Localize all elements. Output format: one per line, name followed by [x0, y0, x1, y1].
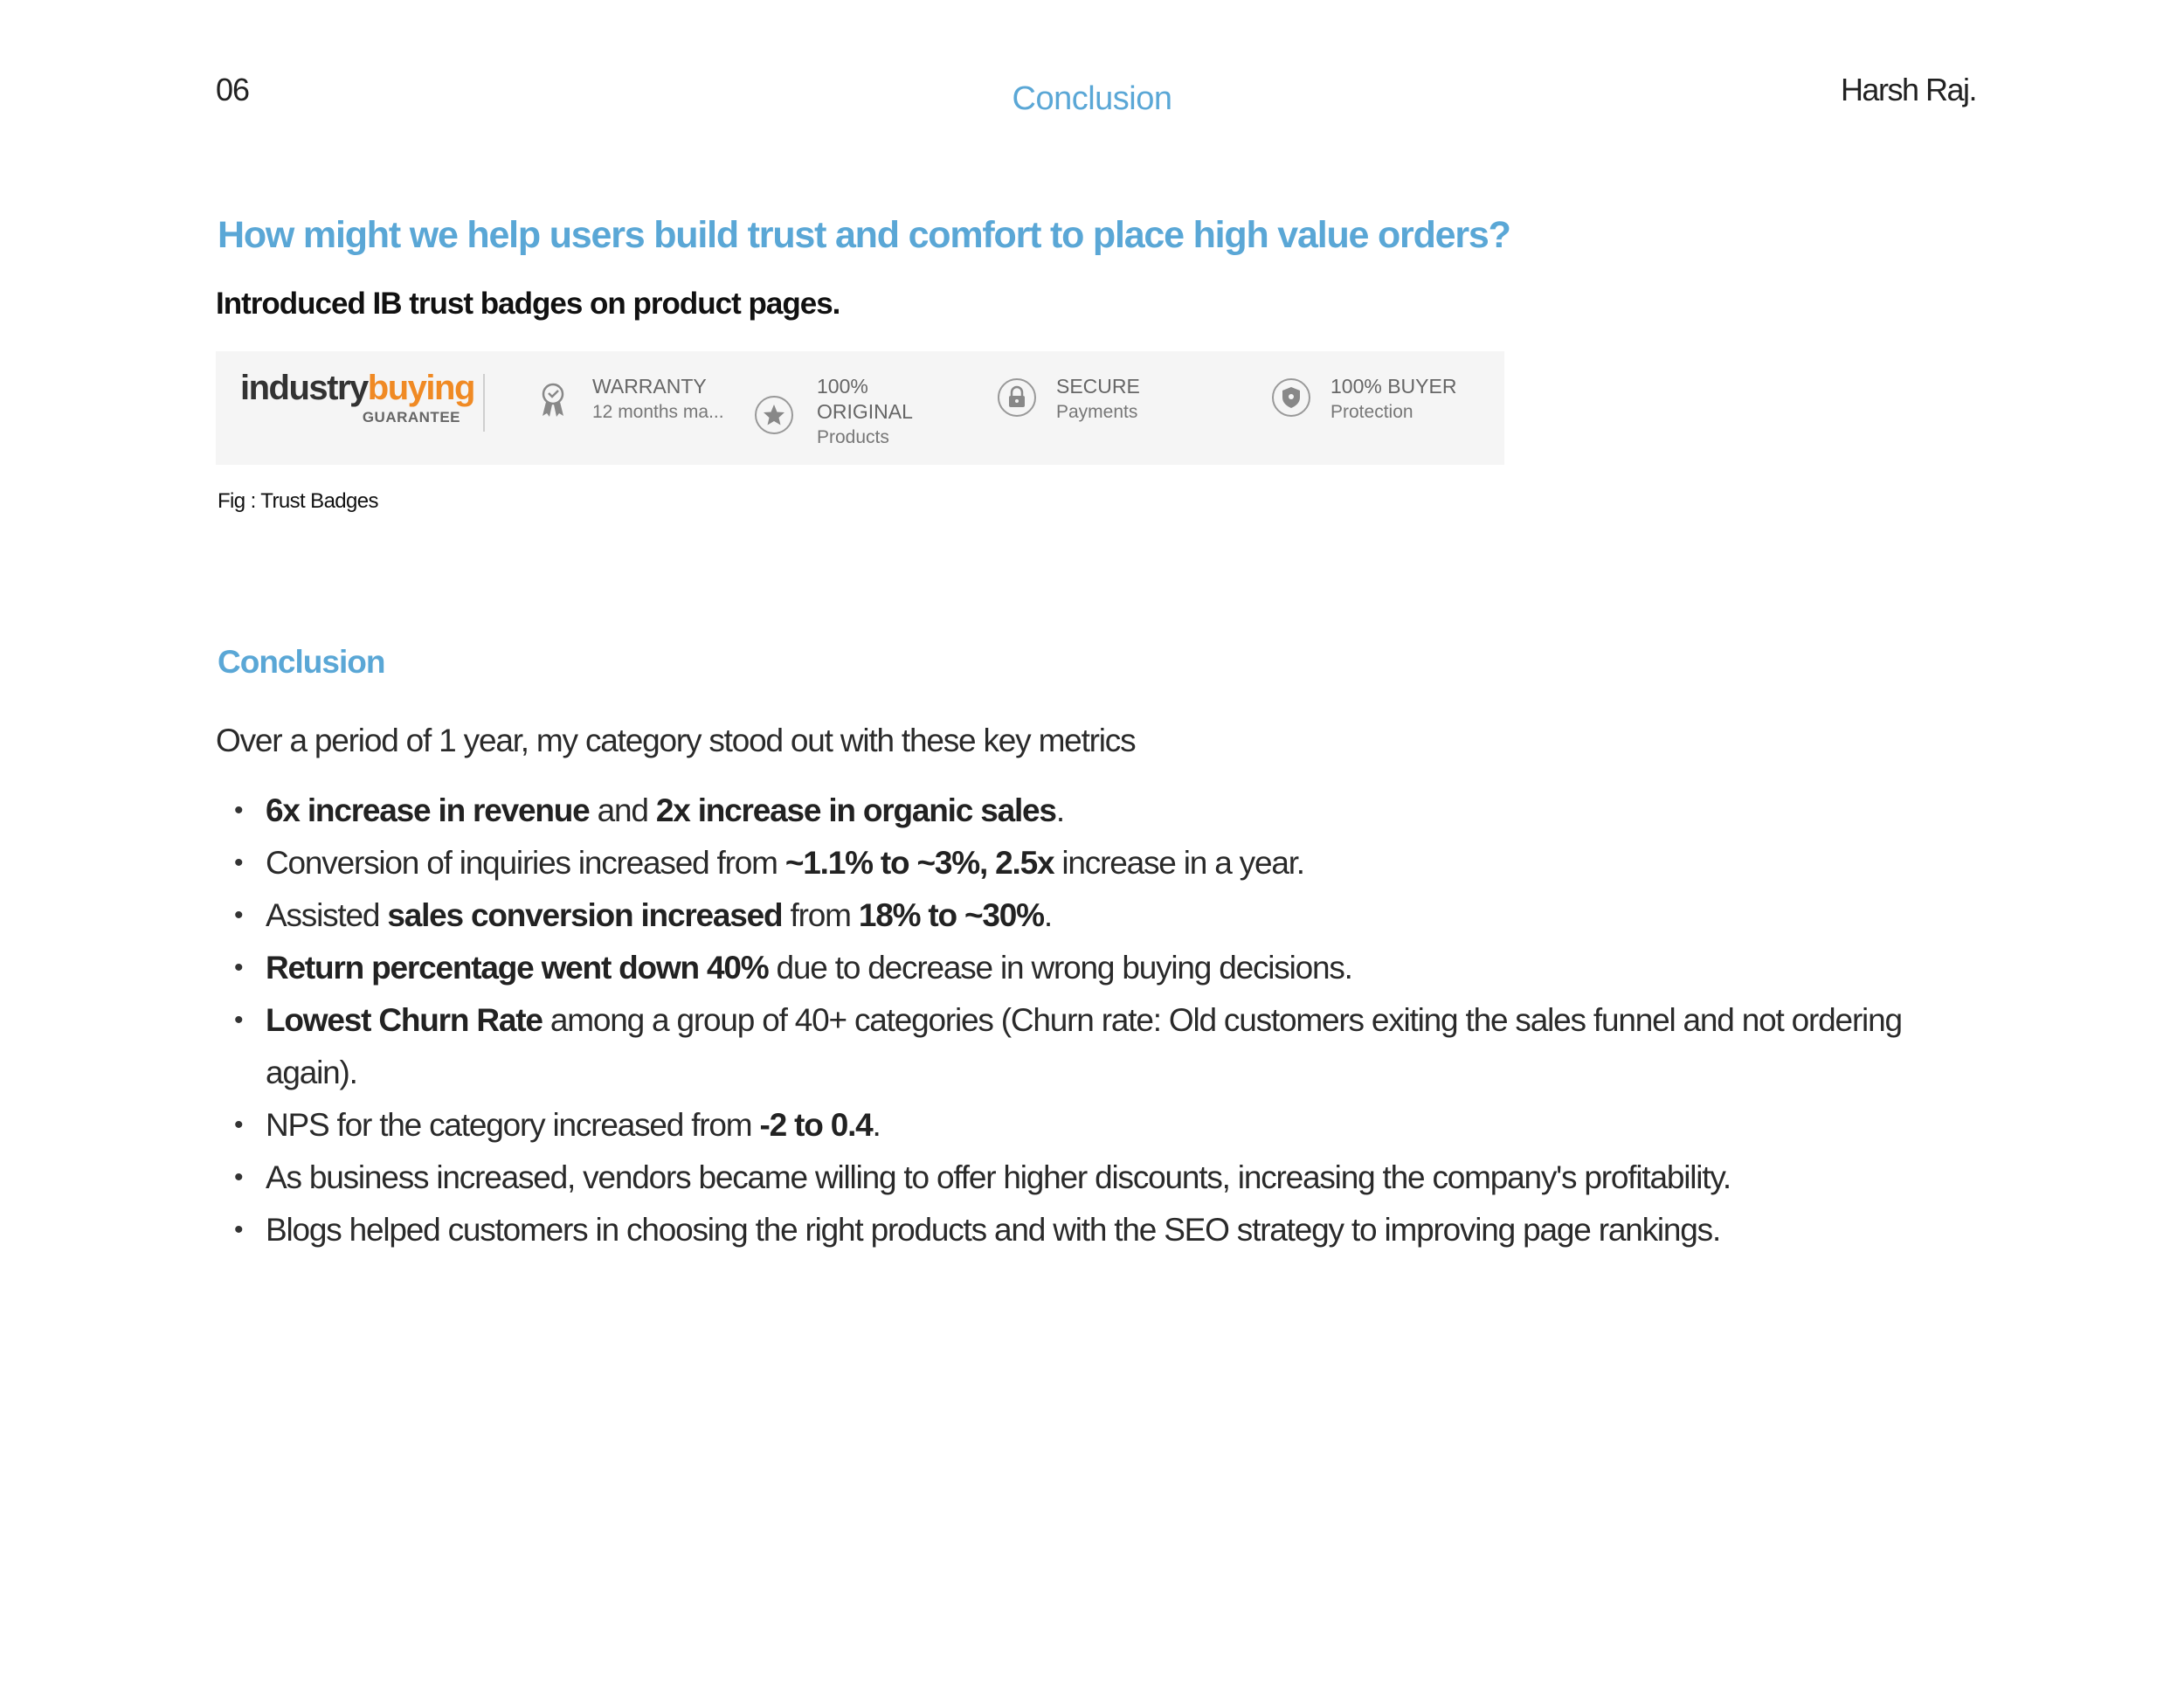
figure-caption: Fig : Trust Badges — [218, 489, 378, 513]
list-item: • Blogs helped customers in choosing the right products and with the SEO strategy to improving page rankings. — [231, 1204, 1978, 1256]
list-item: • As business increased, vendors became willing to offer higher discounts, increasing the company's profitability. — [231, 1152, 1978, 1204]
award-ribbon-icon — [533, 379, 573, 419]
badge-warranty-detail: 12 months ma... — [592, 402, 724, 422]
star-circle-icon — [754, 395, 794, 435]
page-number: 06 — [216, 72, 250, 107]
list-item: • 6x increase in revenue and 2x increase in organic sales. — [231, 785, 1978, 837]
list-item: • Conversion of inquiries increased from ~1.1% to ~3%, 2.5x increase in a year. — [231, 837, 1978, 889]
badge-secure-detail: Payments — [1056, 402, 1138, 422]
logo-guarantee-text: GUARANTEE — [362, 409, 460, 425]
trust-subheading: Introduced IB trust badges on product pages. — [216, 287, 840, 321]
list-item: • Assisted sales conversion increased from 18% to ~30%. — [231, 889, 1978, 942]
badge-buyer-title: 100% BUYER — [1330, 375, 1457, 398]
badge-buyer-detail: Protection — [1330, 402, 1413, 422]
badge-original-percent: 100% — [817, 375, 868, 398]
industrybuying-logo — [240, 369, 474, 426]
badge-original-detail: Products — [817, 427, 889, 447]
badge-warranty-title: WARRANTY — [592, 375, 707, 398]
section-header: Conclusion — [1012, 80, 1172, 117]
list-item: • Return percentage went down 40% due to decrease in wrong buying decisions. — [231, 942, 1978, 994]
shield-icon — [1271, 377, 1311, 418]
trust-badges-strip — [216, 351, 1504, 465]
list-item: • Lowest Churn Rate among a group of 40+ categories (Churn rate: Old customers exiting the sales funnel and not ordering again). — [231, 994, 1978, 1099]
logo-divider — [483, 374, 485, 432]
author-name: Harsh Raj. — [1840, 72, 1976, 107]
key-metrics-list — [231, 785, 1978, 1256]
badge-original-title: ORIGINAL — [817, 400, 913, 423]
conclusion-title: Conclusion — [218, 644, 385, 680]
badge-secure-title: SECURE — [1056, 375, 1140, 398]
logo-part-industry: industry — [240, 369, 368, 407]
lock-icon — [997, 377, 1037, 418]
logo-part-buying: buying — [367, 369, 474, 407]
list-item: • NPS for the category increased from -2 to 0.4. — [231, 1099, 1978, 1152]
trust-question-heading: How might we help users build trust and comfort to place high value orders? — [218, 214, 1510, 256]
conclusion-intro: Over a period of 1 year, my category stood out with these key metrics — [216, 723, 1136, 758]
